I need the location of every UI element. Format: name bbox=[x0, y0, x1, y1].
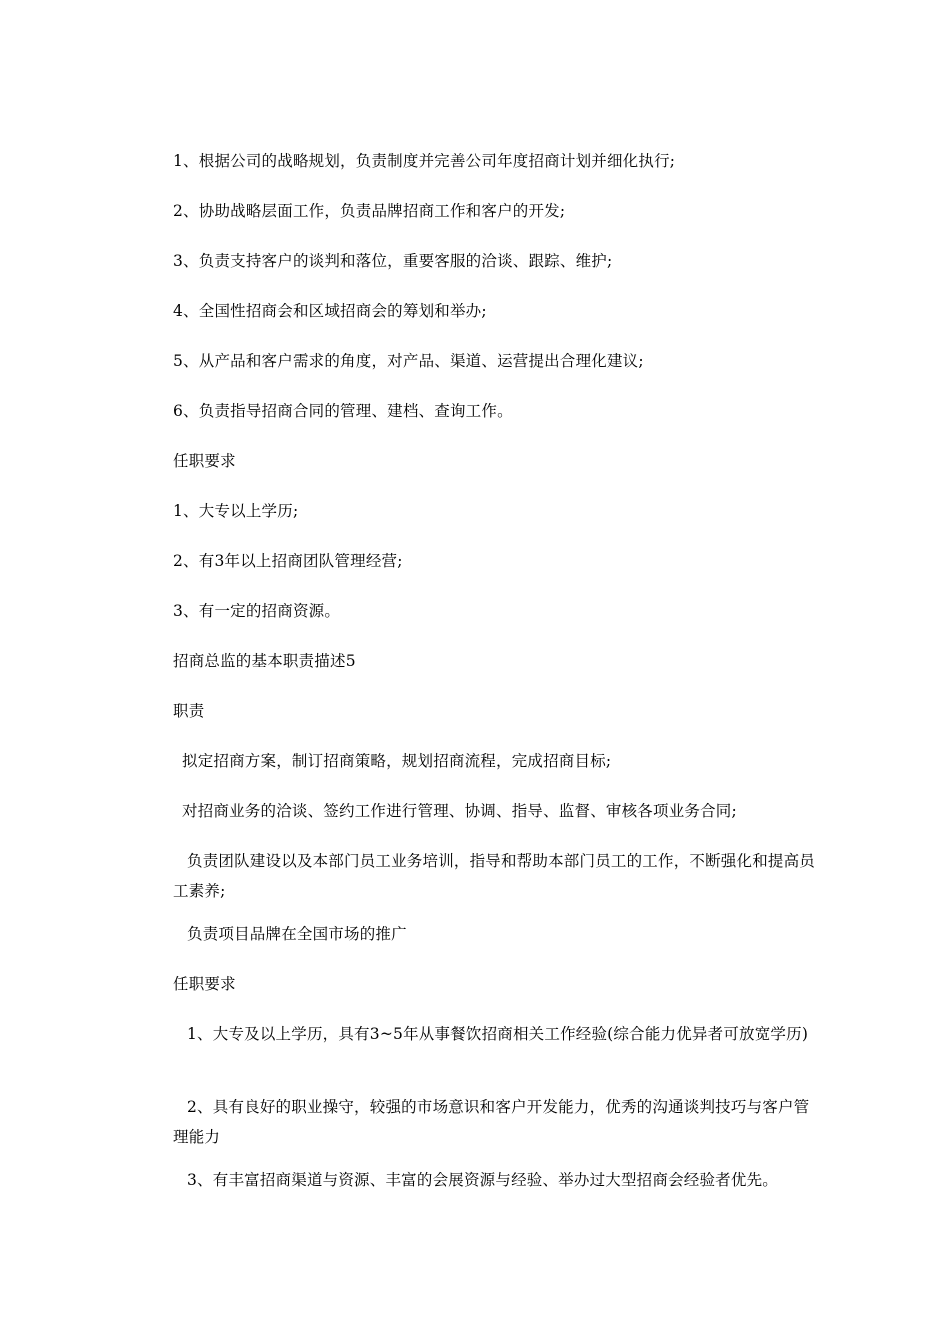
duty-paragraph-3: 负责团队建设以及本部门员工业务培训，指导和帮助本部门员工的工作，不断强化和提高员工素养; bbox=[173, 852, 816, 900]
requirement-paragraph-3: 3、有丰富招商渠道与资源、丰富的会展资源与经验、举办过大型招商会经验者优先。 bbox=[187, 1171, 778, 1189]
duty-item-3: 3、负责支持客户的谈判和落位，重要客服的洽谈、跟踪、维护; bbox=[173, 252, 613, 270]
requirement-item-2: 2、有3年以上招商团队管理经营; bbox=[173, 552, 403, 570]
duty-item-2: 2、协助战略层面工作，负责品牌招商工作和客户的开发; bbox=[173, 202, 566, 220]
requirement-item-1: 1、大专以上学历; bbox=[173, 502, 299, 520]
duty-item-4: 4、全国性招商会和区域招商会的筹划和举办; bbox=[173, 302, 487, 320]
requirement-paragraph-2: 2、具有良好的职业操守，较强的市场意识和客户开发能力，优秀的沟通谈判技巧与客户管理能力 bbox=[173, 1098, 810, 1146]
requirement-paragraph-1: 1、大专及以上学历，具有3~5年从事餐饮招商相关工作经验(综合能力优异者可放宽学历) bbox=[187, 1025, 809, 1043]
requirement-item-3: 3、有一定的招商资源。 bbox=[173, 602, 341, 620]
duty-item-6: 6、负责指导招商合同的管理、建档、查询工作。 bbox=[173, 402, 513, 420]
duty-item-1: 1、根据公司的战略规划，负责制度并完善公司年度招商计划并细化执行; bbox=[173, 152, 676, 170]
section-title: 招商总监的基本职责描述5 bbox=[173, 652, 356, 670]
duty-paragraph-1: 拟定招商方案，制订招商策略，规划招商流程，完成招商目标; bbox=[182, 752, 612, 770]
duty-item-5: 5、从产品和客户需求的角度，对产品、渠道、运营提出合理化建议; bbox=[173, 352, 644, 370]
duty-paragraph-4: 负责项目品牌在全国市场的推广 bbox=[187, 925, 407, 943]
duty-paragraph-2: 对招商业务的洽谈、签约工作进行管理、协调、指导、监督、审核各项业务合同; bbox=[182, 802, 737, 820]
duties-heading: 职责 bbox=[173, 702, 205, 720]
requirements-heading-1: 任职要求 bbox=[173, 452, 236, 470]
requirements-heading-2: 任职要求 bbox=[173, 975, 236, 993]
